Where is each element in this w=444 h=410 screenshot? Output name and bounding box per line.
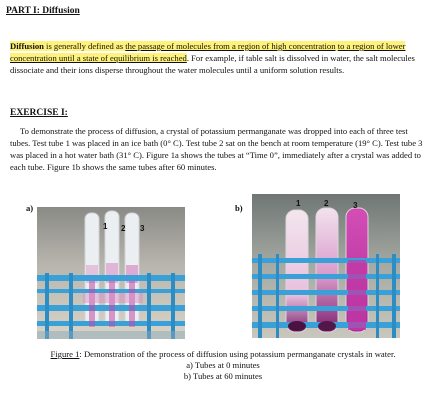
exercise-title: EXERCISE I:	[10, 108, 68, 118]
figure-1b-photo	[252, 194, 400, 338]
definition-phrase: is generally defined as	[43, 41, 126, 51]
caption-label: Figure 1	[50, 349, 80, 359]
procedure-text: To demonstrate the process of diffusion, a crystal of potassium permanganate was dropped into each of three test tubes. Test tube 1 was placed in an ice bath (0° C). Test tube 2 sat on the bench at room temperature (19° C). Test tube 3 was placed in a hot water bath (31° C). Figure 1a shows the tubes at “Time 0”, immediately after a crystal was added to each tube. Figure 1b shows the same tubes after 60 minutes.	[10, 126, 423, 172]
part-title: PART I: Diffusion	[6, 6, 80, 16]
tube-2-label-a: 2	[121, 224, 126, 233]
caption-line	[6, 349, 440, 360]
caption-text: : Demonstration of the process of diffusion using potassium permanganate crystals in water.	[79, 349, 396, 359]
tube-1-label-b: 1	[296, 199, 301, 208]
definition-example: . For example, if table salt is dissolved in water, the salt molecules dissociate and their ions disperse throughout the water molecules until a uniform solution results.	[10, 53, 415, 75]
definition-term: Diffusion	[10, 41, 44, 51]
tube-1-label-a: 1	[103, 222, 108, 231]
definition-underline-1: the passage of molecules from a region of high concentration	[125, 41, 336, 51]
panel-b-label: b)	[235, 203, 243, 213]
caption-sub-a: a) Tubes at 0 minutes	[186, 360, 260, 370]
caption-sub-b: b) Tubes at 60 minutes	[183, 371, 263, 381]
figure-1a-photo	[37, 207, 185, 339]
tube-3-label-a: 3	[140, 224, 145, 233]
panel-a-label: a)	[26, 203, 34, 213]
definition-underline-2: to a region of lower concentration until a state of equilibrium is reached	[10, 41, 406, 63]
tube-3-label-b: 3	[353, 201, 358, 210]
tube-2-label-b: 2	[324, 199, 329, 208]
figure-caption	[6, 349, 440, 382]
diffusion-definition	[10, 40, 428, 76]
